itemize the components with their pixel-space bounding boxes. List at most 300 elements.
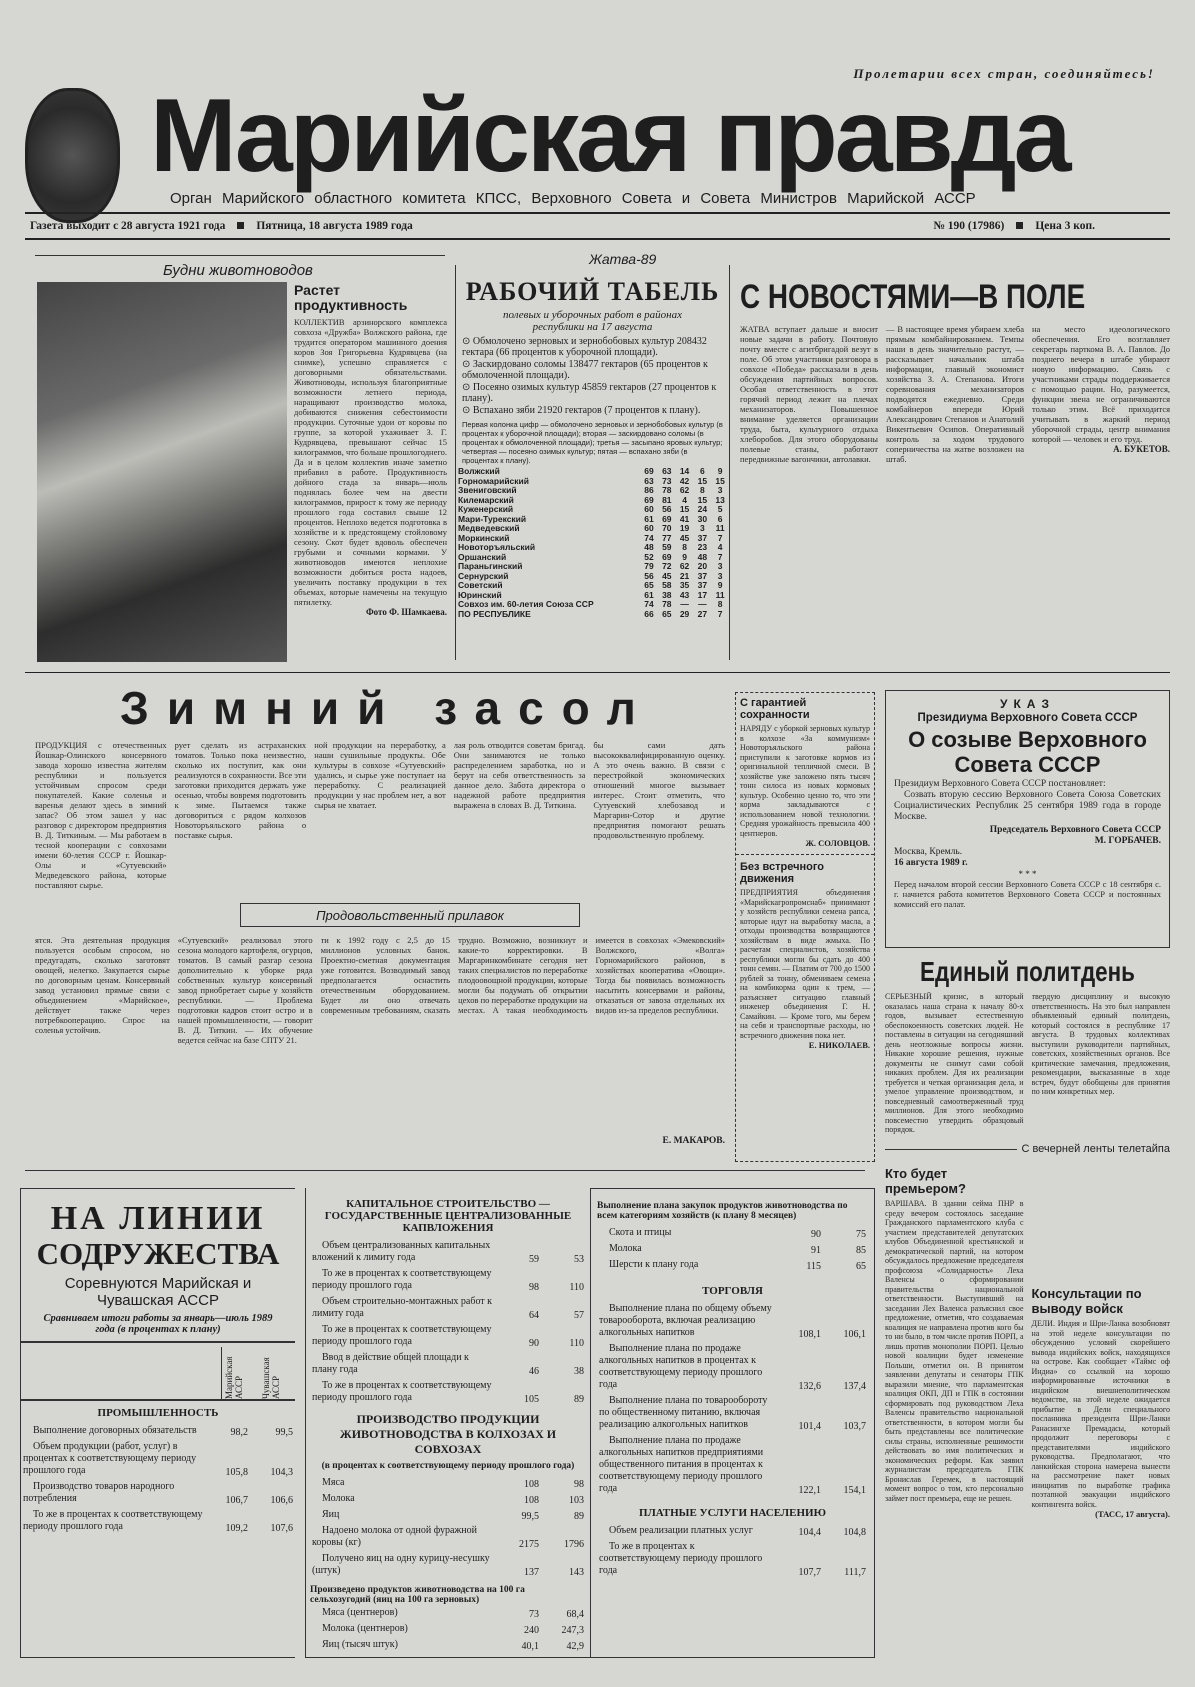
table-row [597, 1225, 868, 1241]
article-title: Консультации по выводу войск [1031, 1286, 1142, 1316]
value-cell: 99,5 [521, 1511, 539, 1522]
article-body: НАРЯДУ с уборкой зерновых культур в колхозе «За коммунизм» Новоторъяльского района приступили к заготовке кормов из оригинальной тепличной смеси. В хозяйстве уже заложено пять тысяч тонн силоса из новых кормовых культур. Особенно ценно то, что эти корма закладываются с использованием новой технологии. Средняя урожайность превысила 400 центнеров. [740, 724, 870, 838]
table-cell: 15 [715, 475, 725, 486]
table-cell: — [680, 599, 689, 609]
article-title: Растет продуктивность [294, 282, 408, 313]
table-row [456, 610, 729, 620]
column-text: ти к 1992 году с 2,5 до 15 миллионов условных банок. Проектно-сметная документация уже готовится. Возводимый завод предполагается оснастить отечественным оборудованием. Будет ли оно отвечать современным требованиям, сказать трудно. Возможно, возникнут и какие-то корректировки. В Маргаринкомбинате сегодня нет таких специалистов по переработке плодоовощной продукции, которые могли бы подумать об открытии цехов по переработке продукции на местах. А такая необходимость имеется в совхозах «Эмековский» Волжского, «Волга» Горномарийского районов, в хозяйствах кооператива «Овощи». Тогда бы появилась возможность насытить консервами и районы, отказаться от завоза отдельных их видов из-за пределов республики. [320, 935, 725, 1015]
table-row [597, 1393, 868, 1433]
value-cell: 89 [574, 1394, 584, 1405]
value-cell: 57 [574, 1310, 584, 1321]
value-cell: 85 [856, 1245, 866, 1256]
bullet-text: Вспахано зяби 21920 гектаров (7 процентов к плану). [472, 405, 701, 416]
newspaper-title: Марийская правда [150, 78, 1069, 194]
author: Е. НИКОЛАЕВ. [808, 1040, 870, 1050]
value-cell: 101,4 [798, 1421, 821, 1432]
article-news-field [740, 278, 1170, 464]
table-row [597, 1241, 868, 1257]
decree-text: Президиум Верховного Совета СССР постановляет: [894, 779, 1106, 789]
table-cell: 5 [717, 504, 723, 514]
divider [885, 1149, 1017, 1150]
decree-title: О созыве Верховного Совета СССР [908, 727, 1147, 777]
district-name: Медведевский [458, 523, 520, 533]
table-cell: 63 [662, 466, 672, 476]
table-row [310, 1507, 586, 1523]
indicator-label: Молока [322, 1493, 355, 1504]
value-cell: 68,4 [566, 1609, 584, 1620]
table-cell: 62 [679, 485, 690, 495]
value-cell: 110 [569, 1282, 584, 1293]
table-cell: 27 [697, 608, 708, 619]
table-cell: 11 [715, 523, 725, 533]
table-cell: 86 [644, 485, 654, 495]
decree-note: Перед началом второй сессии Верховного Совета СССР с 18 сентября с. г. начнется работа комитетов Верховного Совета СССР и постоянных комиссий его палат. [894, 879, 1161, 909]
indicator-label: Молока [609, 1243, 642, 1254]
table-cell: 3 [699, 523, 705, 533]
column-text: на место идеологического обеспечения. Его возглавляет секретарь парткома В. А. Павлов. До позднего вечера в штабе убирают новую информацию. Связь с участниками страды поддерживается с помощью рации. Но, разумеется, функции звена не ограничиваются только этим. Всё приходится учитывать в жаркий период уборочной страды, центр внимания которой — человек и его труд. [1032, 324, 1170, 444]
table-row [21, 1507, 295, 1535]
value-cell: 110 [569, 1338, 584, 1349]
bullet-text: Заскирдовано соломы 138477 гектаров (65 процентов к обмолоченной площади). [462, 359, 708, 381]
divider [25, 238, 1170, 240]
district-name: Волжский [458, 466, 500, 476]
table-cell: 69 [644, 466, 654, 476]
table-cell: 35 [679, 580, 690, 590]
table-row [310, 1491, 586, 1507]
value-cell: 99,5 [275, 1427, 293, 1438]
article-title-zasol: Зимний засол [120, 682, 654, 734]
tabel-table [456, 467, 729, 619]
value-cell: 59 [529, 1254, 539, 1265]
district-name: Килемарский [458, 494, 514, 505]
table-cell: 7 [717, 551, 723, 562]
table-cell: 78 [662, 599, 672, 609]
column-text: СЕРЬЕЗНЫЙ кризис, в который оказалась наша страна к началу 80-х годов, вызывает естественную обеспокоенность советских людей. Не поставлены в ситуации на сегодняшний день неотложные вопросы жизни. Никакие хорошие решения, нужные документы не снимут сами собой никаких проблем. Для их реализации требуется и четкая организация дела, и умелое управление производством, и повседневный самоотверженный труд миллионов. Для этого необходимо повсеместно утвердить образцовый порядок. [885, 992, 1024, 1134]
district-name: Куженерский [458, 504, 514, 514]
table-row [597, 1433, 868, 1497]
table-cell: 72 [662, 561, 672, 571]
indicator-label: То же в процентах к соответствующему периоду прошлого года [312, 1268, 492, 1291]
table-cell: 3 [717, 561, 723, 571]
value-cell: 103 [569, 1495, 584, 1506]
table-cell: 9 [717, 580, 723, 590]
table-cell: 21 [679, 570, 690, 581]
indicator-label: То же в процентах к соответствующему периоду прошлого года [23, 1509, 203, 1532]
indicator-label: Объем реализации платных услуг [609, 1525, 753, 1536]
purchase-table [597, 1225, 868, 1273]
decree-date: 16 августа 1989 г. [894, 858, 968, 868]
table-cell: 37 [697, 532, 708, 543]
table-cell: 8 [699, 485, 705, 495]
divider [736, 854, 874, 855]
decree-text: Созвать вторую сессию Верховного Совета Союза Советских Социалистических Республик 25 сентября 1989 года в городе Москве. [894, 790, 1161, 822]
indicator-label: Производство товаров народного потребления [23, 1481, 175, 1504]
value-cell: 2175 [519, 1539, 539, 1550]
article-title: Без встречного движения [740, 861, 825, 885]
tabel-bullet [462, 382, 723, 404]
industry-table [21, 1423, 295, 1535]
table-cell: 7 [717, 608, 723, 619]
indicator-label: Получено яиц на одну курицу-несушку (штук) [312, 1553, 490, 1576]
table-row [310, 1238, 586, 1266]
decree-issuer: Президиума Верховного Совета СССР [917, 712, 1138, 724]
order-badge-emblem [25, 88, 120, 223]
table-cell: 4 [717, 542, 723, 552]
source: (ТАСС, 17 августа). [1095, 1509, 1170, 1519]
value-cell: 137 [524, 1567, 539, 1578]
decree-kicker: УКАЗ [1000, 697, 1055, 711]
column-text: рует сделать из астраханских томатов. Только пока неизвестно, сколько их поступит, как они реализуются в сохранности. Все эти заготовки приходится держать уже осенью, чтобы вовремя подготовить к зиме. Пытаемся также договориться с рядом колхозов Новоторъяльского района о поставке сырья. [174, 740, 307, 840]
district-name: Оршанский [458, 551, 507, 562]
table-cell: 56 [662, 504, 672, 514]
table-cell: 61 [644, 589, 654, 600]
value-cell: 107,7 [798, 1567, 821, 1578]
table-cell: 4 [682, 494, 687, 505]
tabel-legend: Первая колонка цифр — обмолочено зерновых и зернобобовых культур (в процентах к уборочной площади); вторая — заскирдовано соломы (в процентах к обмолоченной площади); третья — засыпано яровых культур; четвертая — посеяно озимых культур; пятая — вспахано зяби (в процентах к плану). [462, 420, 723, 465]
zasol-bottom-columns [35, 935, 725, 1155]
table-cell: 59 [662, 542, 672, 552]
table-cell: 15 [697, 494, 708, 505]
table-cell: 66 [644, 608, 654, 619]
district-name: ПО РЕСПУБЛИКЕ [458, 608, 531, 619]
value-cell: 108,1 [798, 1329, 821, 1340]
motto: Пролетарии всех стран, соединяйтесь! [853, 66, 1155, 81]
tabel-subtitle: полевых и уборочных работ в районах республики на 17 августа [502, 309, 682, 333]
indicator-label: Выполнение плана по товарообороту по общественному питанию, включая реализацию алкогольных напитков [599, 1395, 768, 1430]
services-table [597, 1523, 868, 1579]
table-cell: 24 [697, 504, 708, 514]
table-cell: 37 [697, 580, 708, 590]
indicator-label: Надоено молока от одной фуражной коровы (кг) [312, 1525, 478, 1548]
indicator-label: Яиц [322, 1509, 340, 1520]
table-cell: 15 [697, 475, 708, 486]
table-cell: 38 [662, 589, 672, 600]
table-cell: 8 [717, 599, 723, 609]
livestock-table [310, 1475, 586, 1579]
bullet-text: Обмолочено зерновых и зернобобовых культур 208432 гектара (66 процентов к уборочной площади). [462, 336, 707, 358]
table-cell: — [698, 599, 707, 609]
district-name: Мари-Турекский [458, 513, 527, 524]
value-cell: 64 [529, 1310, 539, 1321]
district-name: Новоторъяльский [458, 542, 536, 552]
article-body: КОЛЛЕКТИВ арзинорского комплекса совхоза «Дружба» Волжского района, где трудится оператором машинного доения коров Зоя Григорьевна Кудрявцева (на снимке), успешно справляется с договорными обязательствами. Животноводы, используя благоприятные возможности летнего периода, наращивают производство молока, добиваются снижения себестоимости продукции. Суточные удои от коровы по группе, за которой ухаживает З. Г. Кудрявцева, превышают сейчас 15 килограммов, что больше прошлогоднего. Да и в целом коллектив иначе заметно прибавил в работе. Продуктивность дойного стада за январь—июль поднялась более чем на двести килограммов, прирост к тому же периоду прошлого года составил свыше 12 процентов. Неплохо ведется подготовка в хозяйстве и к предстоящему стойловому сезону. Скот будет вдоволь обеспечен грубыми и сочными кормами. У животноводов имеются неплохие возможности добиться роста надоев, увеличить поставку продукции в тех объемах, которые намечены на текущую пятилетку. [294, 317, 447, 607]
value-cell: 240 [524, 1625, 539, 1636]
indicator-label: Выполнение плана по продаже алкогольных напитков предприятиями общественного питания в процентах к соответствующему периоду прошлого года [599, 1435, 764, 1494]
indicator-label: Объем продукции (работ, услуг) в процентах к соответствующему периоду прошлого года [23, 1441, 197, 1476]
article-title: С гарантией сохранности [740, 697, 810, 721]
section-title: Произведено продуктов животноводства на 100 га сельхозугодий (яиц на 100 га зерновых) [310, 1585, 525, 1605]
value-cell: 103,7 [843, 1421, 866, 1432]
table-row [310, 1605, 586, 1621]
table-cell: 79 [644, 561, 654, 571]
decree-box [885, 690, 1170, 948]
table-cell: 6 [699, 466, 705, 476]
indicator-label: Шерсти к плану года [609, 1259, 699, 1270]
value-cell: 106,1 [843, 1329, 866, 1340]
value-cell: 89 [574, 1511, 584, 1522]
table-cell: 20 [697, 561, 708, 571]
indicator-label: То же в процентах к соответствующему периоду прошлого года [599, 1541, 763, 1576]
value-cell: 40,1 [521, 1641, 539, 1652]
value-cell: 106,6 [270, 1495, 293, 1506]
district-name: Параньгинский [458, 561, 523, 571]
table-row [21, 1439, 295, 1479]
bullet-icon: ⊙ [462, 336, 473, 347]
decree-place: Москва, Кремль. [894, 847, 963, 857]
price: Цена 3 коп. [1035, 220, 1095, 232]
rubric-livestock: Будни животноводов [155, 262, 321, 279]
table-cell: 15 [679, 504, 690, 514]
indicator-label: Скота и птицы [609, 1227, 672, 1238]
indicator-label: Мяса [322, 1477, 345, 1488]
table-cell: 23 [697, 542, 708, 552]
table-cell: 42 [679, 475, 690, 486]
district-name: Звениговский [458, 485, 517, 495]
table-cell: 19 [679, 523, 690, 533]
tabel-title: РАБОЧИЙ ТАБЕЛЬ [465, 277, 720, 306]
indicator-label: Яиц (тысяч штук) [322, 1639, 398, 1650]
block-note: Сравниваем итоги работы за январь—июль 1989 года (в процентах к плану) [43, 1313, 273, 1335]
block-title: СОДРУЖЕСТВА [36, 1236, 280, 1271]
value-cell: 111,7 [844, 1567, 866, 1578]
table-row [597, 1523, 868, 1539]
indicator-label: Мяса (центнеров) [322, 1607, 398, 1618]
table-cell: 3 [717, 485, 723, 495]
photo-milkmaid [37, 282, 287, 662]
value-cell: 75 [856, 1229, 866, 1240]
table-row [310, 1322, 586, 1350]
value-cell: 132,6 [798, 1381, 821, 1392]
photo-credit: Фото Ф. Шамкаева. [365, 607, 447, 617]
article-body: ВАРШАВА. В здании сейма ПНР в среду вечером состоялось заседание Гражданского парламентского клуба с участием представителей депутатских клубов Объединенной крестьянской и демократической партий, на котором обсуждалось предложение председателя профсоюза «Солидарность» Леха Валенсы о сформировании правительства национальной ответственности. Выступивший на заседании Лех Валенса разъяснил свое предложение, отметив, что создаваемая коалиция не направлена против кого бы то ни было, в том числе против ПОРП, а лишь против монополии ПОРП. Целью новой коалиции будет изменение Польши, отметил он. В принятом заявлении депутаты и сенаторы ГПК выразили мнение, что парламентская коалиция ОКП, ДП и ГПК в состоянии сформировать под руководством Леха Валенсы правительство национальной ответственности, в котором могли бы быть представлены все политические силы страны, исполненные решимости действовать во имя политических и экономических реформ. Как заявил журналистам председатель ГПК Бронислав Геремек, в настоящий момент вопрос о том, кто персонально займет пост премьера, еще не решен. [885, 1199, 1024, 1503]
zasol-top-columns [35, 740, 725, 890]
table-row [310, 1523, 586, 1551]
sidebar-short-news [735, 692, 875, 1162]
table-cell: 30 [697, 513, 708, 524]
teletype-news [885, 1166, 1170, 1659]
bullet-text: Посеяно озимых культур 45859 гектаров (27 процентов к плану). [462, 382, 717, 404]
tabel-bullet [462, 336, 723, 358]
indicator-label: Выполнение договорных обязательств [33, 1425, 197, 1436]
indicator-label: То же в процентах к соответствующему периоду прошлого года [312, 1324, 492, 1347]
bullet-icon: ⊙ [462, 405, 473, 416]
column-header-row [21, 1341, 295, 1401]
table-cell: 48 [644, 542, 654, 552]
table-cell: 11 [715, 589, 725, 600]
indicator-label: Объем строительно-монтажных работ к лимиту года [312, 1296, 493, 1319]
table-row [310, 1294, 586, 1322]
indicator-label: Объем централизованных капитальных вложений к лимиту года [312, 1240, 491, 1263]
separator-stars: * * * [1018, 869, 1037, 879]
district-name: Горномарийский [458, 475, 529, 486]
table-cell: 56 [644, 570, 654, 581]
article-politden [885, 956, 1170, 1134]
rubric-harvest: Жатва-89 [581, 251, 664, 267]
district-name: Совхоз им. 60-летия Союза ССР [458, 599, 594, 609]
table-row [21, 1479, 295, 1507]
rubric-food-counter [240, 903, 580, 927]
table-cell: 69 [644, 494, 654, 505]
block-subtitle: Соревнуются Марийская и Чувашская АССР [64, 1275, 252, 1309]
value-cell: 46 [529, 1366, 539, 1377]
value-cell: 98,2 [230, 1427, 248, 1438]
tabel-bullet [462, 359, 723, 381]
district-name: Юринский [458, 589, 502, 600]
value-cell: 1796 [564, 1539, 584, 1550]
value-cell: 109,2 [225, 1523, 248, 1534]
tabel-bullets [456, 336, 729, 416]
article-title: С НОВОСТЯМИ—В ПОЛЕ [740, 278, 1086, 316]
table-cell: 37 [697, 570, 708, 581]
table-cell: 13 [715, 494, 725, 505]
issue-date: Пятница, 18 августа 1989 года [256, 220, 413, 232]
table-cell: 29 [679, 608, 690, 619]
teletype-rubric [885, 1143, 1170, 1156]
value-cell: 65 [856, 1261, 866, 1272]
table-cell: 8 [682, 542, 687, 552]
divider [35, 255, 445, 256]
table-row [310, 1637, 586, 1653]
table-row [597, 1301, 868, 1341]
table-cell: 65 [644, 580, 654, 590]
organ-line: Орган Марийского областного комитета КПСС, Верховного Совета и Совета Министров Марийской АССР [170, 190, 976, 207]
value-cell: 108 [524, 1479, 539, 1490]
column-header-chuvash: Чувашская АССР [261, 1357, 281, 1399]
column-text: ной продукции на переработку, а наши сушильные продукты. Обе культуры в совхозе «Сутуевский» удались, и сырье уже поступает на переработку. С реализацией продукции у нас проблем нет, а вот сырья не хватает. [314, 740, 446, 810]
value-cell: 98 [574, 1479, 584, 1490]
commonwealth-middle [305, 1188, 590, 1658]
divider [25, 672, 1170, 673]
author: Ж. СОЛОВЦОВ. [805, 838, 870, 848]
value-cell: 42,9 [566, 1641, 584, 1652]
value-cell: 91 [811, 1245, 821, 1256]
section-title: ТОРГОВЛЯ [702, 1285, 763, 1297]
column-text: лая роль отводится советам бригад. Они занимаются не только распределением заработка, но и берут на себя ответственность за данное дело. Забота директора о надежной работе предприятия выражена в словах В. Д. Титкина. [453, 740, 586, 810]
trade-table [597, 1301, 868, 1497]
info-line [30, 220, 1165, 232]
table-cell: 69 [662, 513, 672, 524]
column-text: ятся. Эта деятельная продукция пользуется особым спросом, но предугадать, сколько заготовят овощей, нелегко. Закупается сырье по договорным ценам. Консервный завод установил прямые связи с объединением «Марийское», действует также через потребкооперацию. Спрос на соленья устойчив. [35, 935, 170, 1035]
table-cell: 74 [644, 599, 654, 609]
table-row [310, 1350, 586, 1378]
table-row [597, 1341, 868, 1393]
work-tabel [455, 251, 730, 660]
value-cell: 115 [806, 1261, 821, 1272]
article-title: Кто будет премьером? [885, 1166, 966, 1196]
column-text: ПРОДУКЦИЯ с отечественных Йошкар-Олинского консервного завода хорошо известна жителям республики и пользуется устойчивым спросом среди покупателей. Какие соленья и варенья делают здесь в зимний запас? Об этом зашел у нас разговор с директором предприятия В. Д. Титкиным. — Мы работаем в тесной кооперации с совхозами имени 60-летия СССР г. Йошкар-Олы и «Сутуевский» Медведевского района, которые поставляют сырье. [35, 740, 167, 890]
indicator-label: То же в процентах к соответствующему периоду прошлого года [312, 1380, 492, 1403]
value-cell: 106,7 [225, 1495, 248, 1506]
signer-post: Председатель Верховного Совета СССР [989, 825, 1161, 835]
table-cell: 58 [662, 580, 672, 590]
table-cell: 48 [697, 551, 708, 562]
separator-square [237, 222, 244, 229]
value-cell: 105 [524, 1394, 539, 1405]
section-title: ПРОМЫШЛЕННОСТЬ [97, 1407, 219, 1419]
table-cell: 14 [679, 466, 690, 476]
district-name: Моркинский [458, 532, 510, 543]
table-cell: 73 [662, 475, 672, 486]
signer: М. ГОРБАЧЕВ. [1094, 836, 1161, 846]
section-title: ПРОИЗВОДСТВО ПРОДУКЦИИ ЖИВОТНОВОДСТВА В КОЛХОЗАХ И СОВХОЗАХ [339, 1412, 557, 1456]
separator-square [1016, 222, 1023, 229]
column-text: ЖАТВА вступает дальше и вносит новые задачи в работу. Почтовую почту вместе с агитбригадой везут в поле. Об этом участники разговора в совхозе «Победа» рассказали в день обсуждения партийных вопросов. Особая ответственность в этот горячий период лежит на плечах механизаторов. Повышенное внимание уделяется организации труда, быта, культурного отдыха хлеборобов. Для этого оборудованы полевые станы, работают передвижные вагончики, автолавки. [740, 324, 878, 464]
table-row [310, 1378, 586, 1406]
indicator-label: Ввод в действие общей площади к плану года [312, 1352, 469, 1375]
table-cell: 45 [679, 532, 690, 543]
section-title: Выполнение плана закупок продуктов животноводства по всем категориям хозяйств (к плану 8 месяцев) [597, 1201, 848, 1221]
table-cell: 41 [679, 513, 690, 524]
section-subtitle: (в процентах к соответствующему периоду прошлого года) [321, 1461, 575, 1471]
rubric-label: Продовольственный прилавок [308, 908, 512, 923]
article-body: ДЕЛИ. Индия и Шри-Ланка возобновят на этой неделе консультации по обсуждению условий скорейшего вывода индийских войск, находящихся на острове. Как сообщает «Таймс оф Индиа» со ссылкой на хорошо информированные источники в индийском внешнеполитическом ведомстве, на этой неделе ожидается прибытие в Дели специального посланника президента Шри-Ланки Ранасингхе Премадасы, который продолжит переговоры с представителями индийского руководства. Предполагают, что ланкийская сторона намерена вынести на рассмотрение пакет новых инициатив по выработке графика поэтапной эвакуации индийского контингента войск. [1031, 1319, 1170, 1509]
table-cell: 3 [717, 570, 723, 581]
table-cell: 81 [662, 494, 672, 505]
table-row [310, 1621, 586, 1637]
table-row [597, 1539, 868, 1579]
value-cell: 107,6 [270, 1523, 293, 1534]
table-cell: 43 [679, 589, 690, 600]
value-cell: 137,4 [843, 1381, 866, 1392]
value-cell: 108 [524, 1495, 539, 1506]
table-row [310, 1475, 586, 1491]
value-cell: 53 [574, 1254, 584, 1265]
value-cell: 143 [569, 1567, 584, 1578]
table-cell: 52 [644, 551, 654, 562]
tabel-bullet [462, 405, 723, 416]
table-cell: 65 [662, 608, 672, 619]
section-title: КАПИТАЛЬНОЕ СТРОИТЕЛЬСТВО — ГОСУДАРСТВЕННЫЕ ЦЕНТРАЛИЗОВАННЫЕ КАПВЛОЖЕНИЯ [324, 1198, 572, 1234]
value-cell: 122,1 [798, 1485, 821, 1496]
table-cell: 9 [717, 466, 723, 476]
district-name: Сернурский [458, 570, 509, 581]
column-text: твердую дисциплину и высокую ответственность. На это был направлен объявленный единый политдень, который состоялся в республике 17 августа. В трудовых коллективах выступили руководители партийных, советских, хозяйственных органов. Все критические замечания, предложения, рекомендации, высказанные в ходе встреч, будут обобщены для принятия по ним конкретных мер. [1031, 992, 1170, 1096]
bullet-icon: ⊙ [462, 359, 473, 370]
value-cell: 105,8 [225, 1467, 248, 1478]
table-cell: 9 [682, 551, 687, 562]
table-cell: 78 [662, 485, 672, 495]
table-cell: 62 [679, 561, 690, 571]
article-body: ПРЕДПРИЯТИЯ объединения «Марийскагропромснаб» принимают у хозяйств республики семена рапса, которые идут на выработку масла, а отходы производства возвращаются хозяйствам в виде жмыха. По расчетам специалистов, хозяйства республики могли бы сдать до 400 тонн семян. — Платим от 700 до 1500 рублей за тонну, обмениваем семена на комбикорма один к трем, — разъясняет ситуацию главный инженер объединения Г. Н. Самайкин. — Кроме того, мы берем на себя и транспортные расходы, но встречного движения пока нет. [740, 888, 870, 1040]
divider [25, 1170, 865, 1171]
value-cell: 104,4 [798, 1527, 821, 1538]
table-cell: 61 [644, 513, 654, 524]
column-header-mari: Марийская АССР [221, 1347, 244, 1399]
table-cell: 77 [662, 532, 672, 543]
commonwealth-right [590, 1188, 875, 1658]
indicator-label: Выполнение плана по общему объему товарооборота, включая реализацию алкогольных напитков [599, 1303, 772, 1338]
value-cell: 154,1 [843, 1485, 866, 1496]
table-row [597, 1257, 868, 1273]
table-cell: 74 [644, 532, 654, 543]
indicator-label: Выполнение плана по продаже алкогольных напитков в процентах к соответствующему периоду прошлого года [599, 1343, 763, 1390]
table-cell: 6 [717, 513, 723, 524]
table-cell: 17 [697, 589, 708, 600]
table-cell: 63 [644, 475, 654, 486]
table-row [310, 1266, 586, 1294]
column-text: бы сами дать высококвалифицированную оценку. А это очень важно. В связи с перестройкой экономических отношений многое вызывает интерес. Стоит отметить, что Сутуевский хлебозавод и Маргарин-Сотор и другие предприятия помогают решать продовольственную проблему. [593, 740, 725, 840]
capital-table [310, 1238, 586, 1406]
value-cell: 104,3 [270, 1467, 293, 1478]
commonwealth-block [20, 1188, 295, 1658]
column-text: «Сутуевский» реализовал этого сезона молодого картофеля, огурцов, томатов. В самый разгар сезона дополнительно к уборке ряда собственных культур консервный завод приобретает сырье у хозяйств республики. — Проблема подготовки кадров стоит остро и в нашей промышленности, — говорит В. Д. Титкин. — Их обучение ведется сейчас на базе СПТУ 21. [177, 935, 313, 1045]
per100-table [310, 1605, 586, 1653]
value-cell: 104,8 [843, 1527, 866, 1538]
issue-number: № 190 (17986) [933, 220, 1005, 232]
indicator-label: Молока (центнеров) [322, 1623, 408, 1634]
divider [25, 212, 1170, 214]
rubric-label: С вечерней ленты телетайпа [1021, 1143, 1170, 1155]
